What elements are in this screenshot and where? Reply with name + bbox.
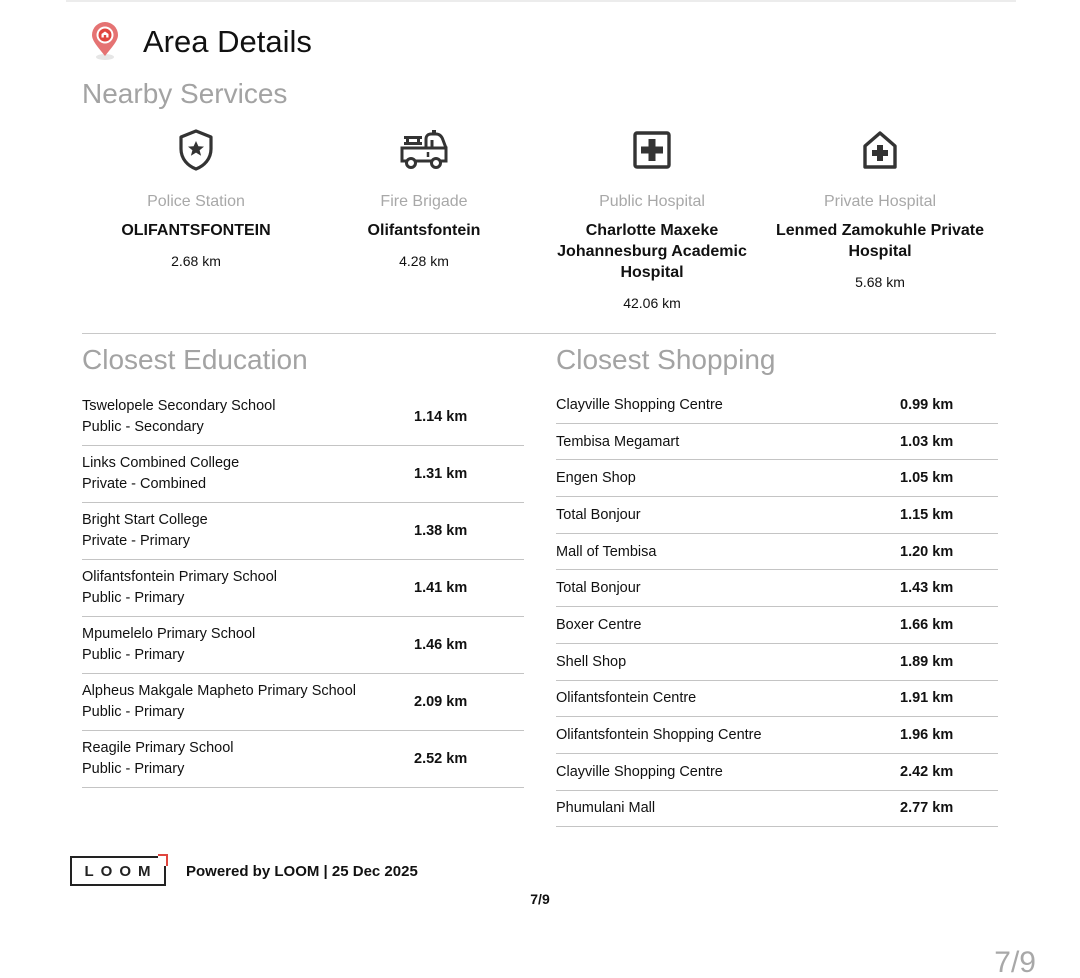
shop-name: Tembisa Megamart (556, 433, 680, 450)
shop-distance: 1.43 km (900, 580, 954, 597)
shop-name: Mall of Tembisa (556, 543, 657, 560)
school-category: Public - Secondary (82, 419, 204, 435)
table-row (556, 534, 998, 571)
education-table (82, 389, 524, 788)
table-row (82, 389, 524, 446)
shop-distance: 1.20 km (900, 543, 954, 560)
table-row (556, 644, 998, 681)
fire-truck-icon (310, 125, 538, 175)
shop-distance: 1.91 km (900, 690, 954, 707)
table-row (556, 497, 998, 534)
shop-name: Total Bonjour (556, 506, 641, 523)
table-row (556, 681, 998, 718)
shop-name: Shell Shop (556, 653, 627, 670)
shop-name: Boxer Centre (556, 616, 642, 633)
shop-distance: 0.99 km (900, 396, 954, 413)
table-row (556, 570, 998, 607)
shop-name: Olifantsfontein Centre (556, 690, 697, 707)
table-row (82, 731, 524, 788)
table-row (82, 560, 524, 617)
table-row (556, 791, 998, 828)
location-pin-icon (89, 22, 121, 62)
service-distance: 5.68 km (855, 274, 905, 290)
service-police (82, 125, 310, 311)
page-footer (70, 856, 418, 886)
shop-distance: 1.66 km (900, 616, 954, 633)
top-divider (66, 0, 1016, 2)
school-name: Links Combined College (82, 455, 240, 471)
service-fire (310, 125, 538, 311)
loom-logo: LOOM (70, 856, 166, 886)
shopping-table (556, 387, 998, 827)
service-private-hospital (766, 125, 994, 311)
table-row (556, 460, 998, 497)
powered-by-text: Powered by LOOM | 25 Dec 2025 (186, 862, 418, 880)
table-row (82, 617, 524, 674)
page-header (89, 22, 312, 62)
table-row (82, 674, 524, 731)
shop-distance: 1.96 km (900, 727, 954, 744)
school-distance: 1.31 km (414, 466, 468, 482)
school-distance: 2.09 km (414, 694, 468, 710)
shop-distance: 1.89 km (900, 653, 954, 670)
school-distance: 1.46 km (414, 637, 468, 653)
shop-name: Clayville Shopping Centre (556, 396, 723, 413)
shop-name: Phumulani Mall (556, 800, 656, 817)
medical-cross-icon (538, 125, 766, 175)
school-name: Bright Start College (82, 512, 208, 528)
closest-shopping-title: Closest Shopping (556, 344, 776, 375)
service-type: Fire Brigade (380, 193, 468, 210)
service-name: Lenmed Zamokuhle Private Hospital (775, 222, 985, 260)
service-distance: 4.28 km (399, 253, 449, 269)
shop-distance: 1.03 km (900, 433, 954, 450)
school-name: Olifantsfontein Primary School (82, 569, 278, 585)
closest-education-title: Closest Education (82, 344, 308, 375)
school-distance: 1.38 km (414, 523, 468, 539)
shop-distance: 2.77 km (900, 800, 954, 817)
service-public-hospital (538, 125, 766, 311)
shop-distance: 1.15 km (900, 506, 954, 523)
service-type: Public Hospital (599, 193, 705, 210)
service-name: OLIFANTSFONTEIN (121, 222, 271, 239)
service-name: Charlotte Maxeke Johannesburg Academic Hospital (557, 222, 747, 281)
page-number-large: 7/9 (994, 946, 1036, 978)
service-distance: 2.68 km (171, 253, 221, 269)
shop-name: Engen Shop (556, 470, 636, 487)
shop-name: Olifantsfontein Shopping Centre (556, 727, 762, 744)
service-type: Private Hospital (823, 193, 937, 210)
school-category: Private - Combined (82, 476, 207, 492)
table-row (82, 503, 524, 560)
school-name: Reagile Primary School (82, 740, 234, 756)
page-title: Area Details (143, 24, 312, 59)
school-category: Public - Primary (82, 590, 185, 606)
hospital-house-icon (766, 125, 994, 175)
section-divider (82, 333, 996, 334)
logo-accent-icon (158, 854, 168, 866)
shop-distance: 1.05 km (900, 470, 954, 487)
service-name: Olifantsfontein (367, 222, 481, 239)
school-name: Mpumelelo Primary School (82, 626, 256, 642)
service-type: Police Station (147, 193, 245, 210)
table-row (556, 424, 998, 461)
shop-name: Total Bonjour (556, 580, 641, 597)
table-row (82, 446, 524, 503)
table-row (556, 387, 998, 424)
page-number: 7/9 (530, 891, 550, 907)
police-shield-icon (82, 125, 310, 175)
school-category: Public - Primary (82, 647, 185, 663)
table-row (556, 754, 998, 791)
school-category: Public - Primary (82, 761, 185, 777)
table-row (556, 607, 998, 644)
school-distance: 2.52 km (414, 751, 468, 767)
service-distance: 42.06 km (623, 295, 681, 311)
table-row (556, 717, 998, 754)
school-distance: 1.14 km (414, 409, 468, 425)
school-category: Private - Primary (82, 533, 190, 549)
shop-name: Clayville Shopping Centre (556, 763, 723, 780)
nearby-services-title: Nearby Services (82, 78, 288, 109)
nearby-services (82, 125, 994, 311)
school-name: Tswelopele Secondary School (82, 398, 276, 414)
shop-distance: 2.42 km (900, 763, 954, 780)
school-distance: 1.41 km (414, 580, 468, 596)
school-name: Alpheus Makgale Mapheto Primary School (82, 683, 357, 699)
school-category: Public - Primary (82, 704, 185, 720)
